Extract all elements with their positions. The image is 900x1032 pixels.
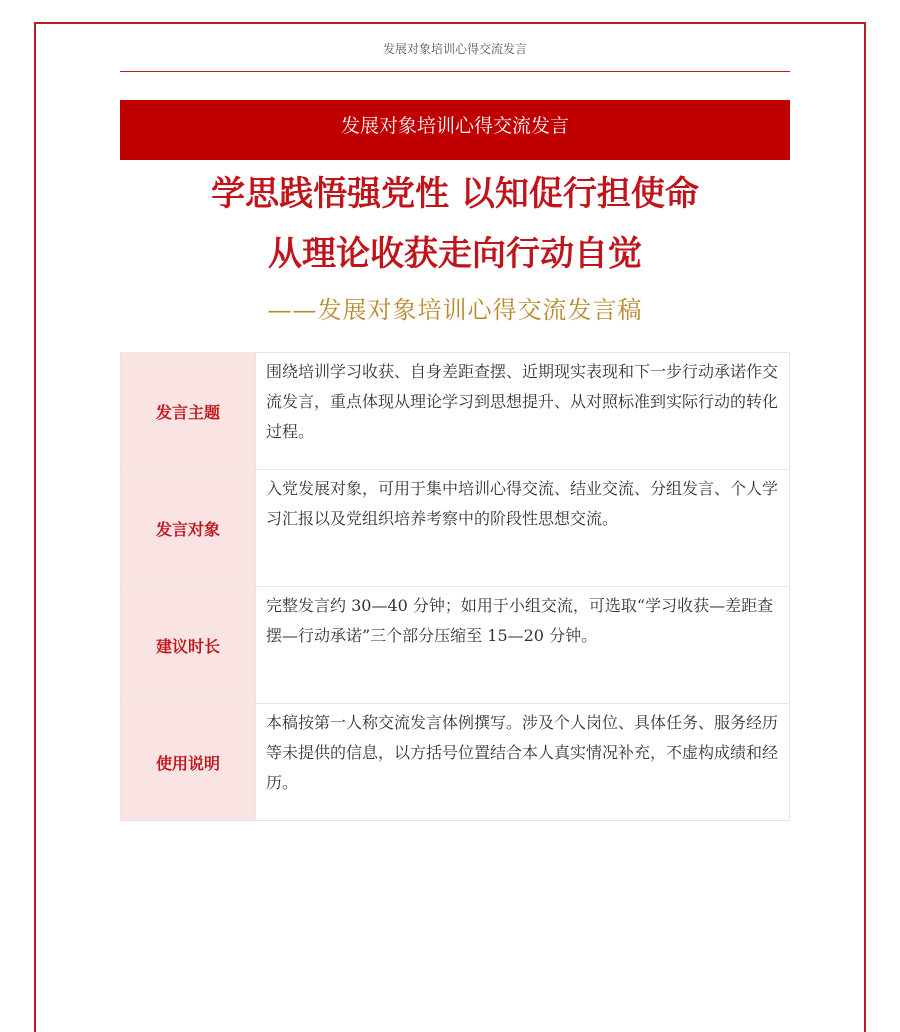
document-title-line-2: 从理论收获走向行动自觉 <box>268 234 642 274</box>
table-row <box>121 704 790 821</box>
info-table <box>120 352 790 821</box>
info-value-usage: 本稿按第一人称交流发言体例撰写。涉及个人岗位、具体任务、服务经历等未提供的信息，以方括号位置结合本人真实情况补充，不虚构成绩和经历。 <box>256 704 790 821</box>
info-key-usage: 使用说明 <box>121 704 256 821</box>
info-value-duration: 完整发言约 30—40 分钟；如用于小组交流，可选取“学习收获—差距查摆—行动承诺”三个部分压缩至 15—20 分钟。 <box>256 587 790 704</box>
info-key-duration: 建议时长 <box>121 587 256 704</box>
document-title-line-1: 学思践悟强党性 以知促行担使命 <box>211 174 699 214</box>
running-header: 发展对象培训心得交流发言 <box>382 42 527 56</box>
info-value-topic: 围绕培训学习收获、自身差距查摆、近期现实表现和下一步行动承诺作交流发言，重点体现从理论学习到思想提升、从对照标准到实际行动的转化过程。 <box>256 353 790 470</box>
section-banner: 发展对象培训心得交流发言 <box>120 100 790 160</box>
document-subtitle: ——发展对象培训心得交流发言稿 <box>267 296 643 324</box>
info-value-audience: 入党发展对象，可用于集中培训心得交流、结业交流、分组发言、个人学习汇报以及党组织培养考察中的阶段性思想交流。 <box>256 470 790 587</box>
table-row <box>121 587 790 704</box>
table-row <box>121 470 790 587</box>
table-row <box>121 353 790 470</box>
header-divider <box>120 71 790 72</box>
info-key-audience: 发言对象 <box>121 470 256 587</box>
info-key-topic: 发言主题 <box>121 353 256 470</box>
